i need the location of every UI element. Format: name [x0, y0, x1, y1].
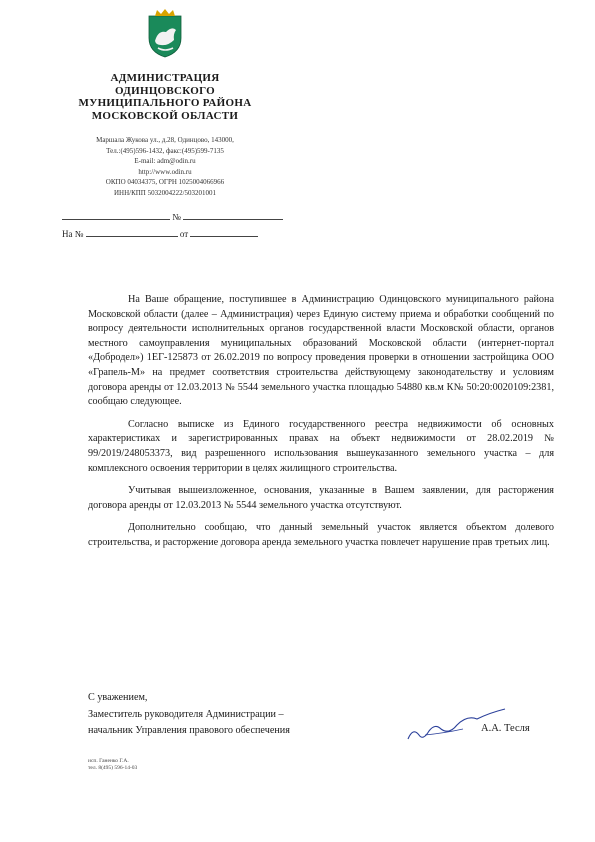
- incoming-number-label: На №: [62, 229, 84, 239]
- outgoing-number-line: [62, 210, 283, 222]
- signer-name: А.А. Тесля: [481, 723, 530, 734]
- organization-line: МОСКОВСКОЙ ОБЛАСТИ: [91, 109, 239, 122]
- letter-body: [88, 293, 554, 559]
- incoming-date-blank: [190, 227, 258, 237]
- organization-line: МУНИЦИПАЛЬНОГО РАЙОНА: [78, 97, 252, 109]
- okpo-line: ОКПО 04034375, ОГРН 1025004066966: [105, 178, 225, 186]
- incoming-reference-line: [62, 227, 258, 239]
- number-label: №: [172, 212, 181, 222]
- number-blank: [183, 210, 283, 220]
- body-paragraph: На Ваше обращение, поступившее в Администрацию Одинцовского муниципального района Московской области (далее – Администрация) через Единую систему приема и обработки сообщений по вопросу деятельности исполнительных органов государственной власти Московской области, органов местного самоуправления муниципальных образований Московской области (интернет-портал «Добродел») 1ЕГ-125873 от 26.02.2019 по вопросу проведения проверки в отношении застройщика ООО «Грапель-М» на предмет соответствия строительства действующему законодательству и условиям договора аренды от 12.03.2013 № 5544 земельного участка площадью 54880 кв.м К№ 50:20:0020109:2381, сообщаю следующее.: [88, 294, 554, 408]
- incoming-number-blank: [86, 227, 178, 237]
- phone-line: Тел.:(495)596-1432, факс:(495)599-7135: [106, 146, 224, 155]
- organization-name: [40, 72, 290, 122]
- body-paragraph: Дополнительно сообщаю, что данный земельный участок является объектом долевого строительства, и расторжение договора аренда земельного участка повлечет нарушение прав третьих лиц.: [88, 522, 554, 548]
- body-paragraph: Учитывая вышеизложенное, основания, указанные в Вашем заявлении, для расторжения договора аренды от 12.03.2013 № 5544 земельного участка отсутствуют.: [88, 485, 554, 511]
- organization-line: ОДИНЦОВСКОГО: [114, 84, 216, 97]
- contact-block: [40, 135, 290, 198]
- executor-block: [88, 758, 137, 772]
- email-line: E-mail: adm@odin.ru: [134, 157, 196, 165]
- coat-of-arms-icon: [146, 8, 184, 58]
- incoming-date-label: от: [179, 229, 189, 239]
- signer-position-line: Заместитель руководителя Администрации –: [88, 708, 284, 720]
- body-paragraph: Согласно выписке из Единого государственного реестра недвижимости об основных характеристиках и зарегистрированных правах на объект недвижимости от 28.02.2019 № 99/2019/248053373, вид разрешенного использования вышеуказанного земельного участка – для комплексного освоения территории в целях жилищного строительства.: [88, 418, 554, 474]
- closing-text: С уважением,: [88, 692, 148, 703]
- website-line: http://www.odin.ru: [138, 167, 192, 176]
- executor-name: исп. Ганенко Г.А.: [88, 758, 129, 764]
- address-line: Маршала Жукова ул., д.28, Одинцово, 143000,: [96, 136, 234, 144]
- inn-line: ИНН/КПП 5032004222/503201001: [113, 188, 217, 197]
- organization-line: АДМИНИСТРАЦИЯ: [110, 72, 220, 84]
- date-blank: [62, 210, 170, 220]
- signer-position-line: начальник Управления правового обеспечения: [88, 725, 290, 736]
- executor-phone: тел. 8(495) 596-14-03: [88, 765, 138, 771]
